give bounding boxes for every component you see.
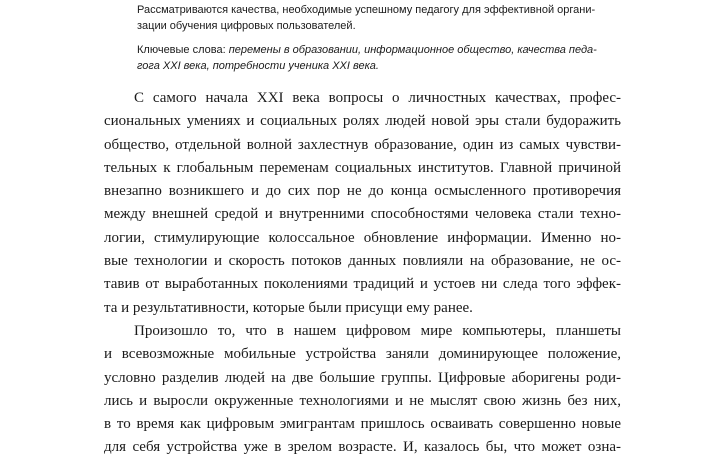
text-line: логии, стимулирующие колоссальное обновление информации. Именно но-	[104, 229, 621, 246]
text-line: та и результативности, которые были присущи ему ранее.	[104, 299, 473, 316]
text-line: в то время как цифровым эмигрантам пришлось осваивать совершенно новые	[104, 416, 621, 433]
keywords-list: перемены в образовании, информационное общество, качества педа-	[228, 44, 597, 56]
text-line: тавив от выработанных поколениями традиций и устоев ни следа того эффек-	[104, 276, 621, 293]
text-line: для себя устройства уже в зрелом возрасте. И, казалось бы, что может озна-	[104, 439, 621, 456]
abstract-summary	[137, 2, 621, 34]
abstract-line: зации обучения цифровых пользователей.	[137, 20, 356, 32]
abstract	[137, 2, 621, 74]
text-line: между внешней средой и внутренними способностями человека стали техно-	[104, 206, 621, 223]
text-line: лись и выросли окруженные технологиями и не мыслят свою жизнь без них,	[104, 392, 621, 409]
abstract-line: Рассматриваются качества, необходимые успешному педагогу для эффективной органи-	[137, 4, 596, 16]
keywords	[137, 42, 621, 74]
text-line: Произошло то, что в нашем цифровом мире компьютеры, планшеты	[134, 322, 621, 339]
paragraph-1	[104, 87, 621, 320]
paragraph-2	[104, 320, 621, 460]
text-line: С самого начала XXI века вопросы о личностных качествах, профес-	[134, 90, 621, 106]
text-line: тельных к глобальным переменам социальных институтов. Главной причиной	[104, 159, 621, 176]
text-line: внезапно возникшего и до сих пор не до конца осмысленного противоречия	[104, 183, 621, 200]
body-text	[104, 87, 621, 460]
keywords-label: Ключевые слова:	[137, 44, 226, 56]
keywords-list: гога XXI века, потребности ученика XXI века.	[137, 60, 379, 72]
text-line: вые технологии и скорость потоков данных повлияли на образование, не ос-	[104, 253, 621, 270]
text-line: условно разделив людей на две большие группы. Цифровые аборигены роди-	[104, 369, 621, 386]
text-line: и всевозможные мобильные устройства заняли доминирующее положение,	[104, 346, 621, 363]
text-line: общество, отдельной волной захлестнув образование, один из самых чувстви-	[104, 136, 621, 153]
text-line: сиональных умениях и социальных ролях людей новой эры стали будоражить	[104, 113, 621, 130]
